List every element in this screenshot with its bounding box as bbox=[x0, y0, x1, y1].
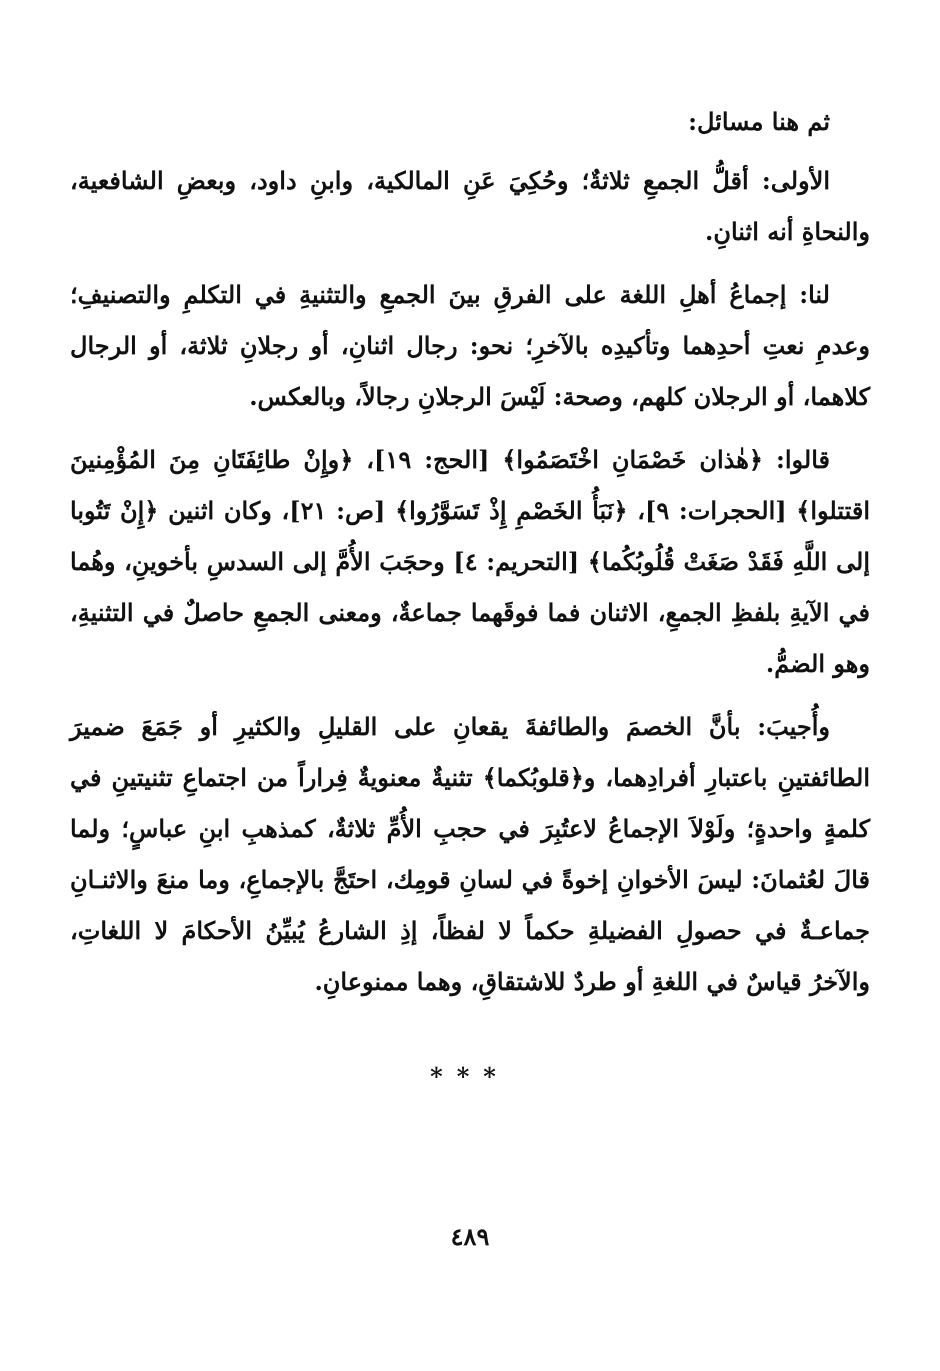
section-heading: ثم هنا مسائل: bbox=[688, 107, 830, 136]
paragraph-first-issue bbox=[70, 155, 870, 257]
text-body bbox=[70, 96, 870, 1019]
paragraph-response bbox=[70, 701, 870, 1007]
paragraph-their-argument bbox=[70, 434, 870, 689]
paragraph-text: قالوا: ﴿هٰذان خَصْمَانِ اخْتَصَمُوا﴾ [الحج: ١٩]، ﴿وإِنْ طائِفَتَانِ مِنَ المُؤْمِنينَ اقتتلوا﴾ [الحجرات: ٩]، ﴿نَبَأُ الخَصْمِ إِذْ تَسَوَّرُوا﴾ [ص: ٢١]، وكان اثنين ﴿إِنْ تَتُوبا إلى اللَّهِ فَقَدْ صَغَتْ قُلُوبُكُما﴾ [التحريم: ٤] وحجَبَ الأُمَّ إلى السدسِ بأخوينِ، وهُما في الآيةِ بلفظِ الجمعِ، الاثنان فما فوقَهما جماعةٌ، ومعنى الجمعِ حاصلٌ في التثنيةِ، وهو الضمُّ. bbox=[70, 445, 871, 678]
paragraph-text: وأُجيبَ: بأنَّ الخصمَ والطائفةَ يقعانِ على القليلِ والكثيرِ أو جَمَعَ ضميرَ الطائفتينِ باعتبارِ أفرادِهما، و﴿قلوبُكما﴾ تثنيةٌ معنويةٌ فِراراً من اجتماعِ تثنيتينِ في كلمةٍ واحدةٍ؛ ولَوْلاَ الإجماعُ لاعتُبِرَ في حجبِ الأُمِّ ثلاثةٌ، كمذهبِ ابنِ عباسٍ؛ ولما قالَ لعُثمانَ: ليسَ الأخوانِ إخوةً في لسانِ قومِك، احتَجَّ بالإجماعِ، وما منعَ والاثنـانِ جماعـةٌ في حصولِ الفضيلةِ حكماً لا لفظاً، إذِ الشارعُ يُبيِّنُ الأحكامَ لا اللغاتِ، والآخرُ قياسٌ في اللغةِ أو طردٌ للاشتقاقِ، وهما ممنوعانِ. bbox=[70, 712, 870, 996]
paragraph-text: لنا: إجماعُ أهلِ اللغة على الفرقِ بينَ الجمعِ والتثنيةِ في التكلمِ والتصنيفِ؛ وعدمِ نعتِ أحدِهما وتأكيدِه بالآخرِ؛ نحو: رجال اثنانِ، أو رجلانِ ثلاثة، أو الرجال كلاهما، أو الرجلان كلهم، وصحة: لَيْسَ الرجلانِ رجالاً، وبالعكس. bbox=[70, 280, 870, 411]
paragraph-text: الأولى: أقلُّ الجمعِ ثلاثةٌ؛ وحُكِيَ عَنِ المالكية، وابنِ داود، وبعضِ الشافعية، والنحاةِ أنه اثنانِ. bbox=[70, 166, 870, 246]
page-number: ٤٨٩ bbox=[450, 1222, 490, 1251]
paragraph-our-argument bbox=[70, 269, 870, 422]
section-separator: *** bbox=[430, 1062, 510, 1091]
